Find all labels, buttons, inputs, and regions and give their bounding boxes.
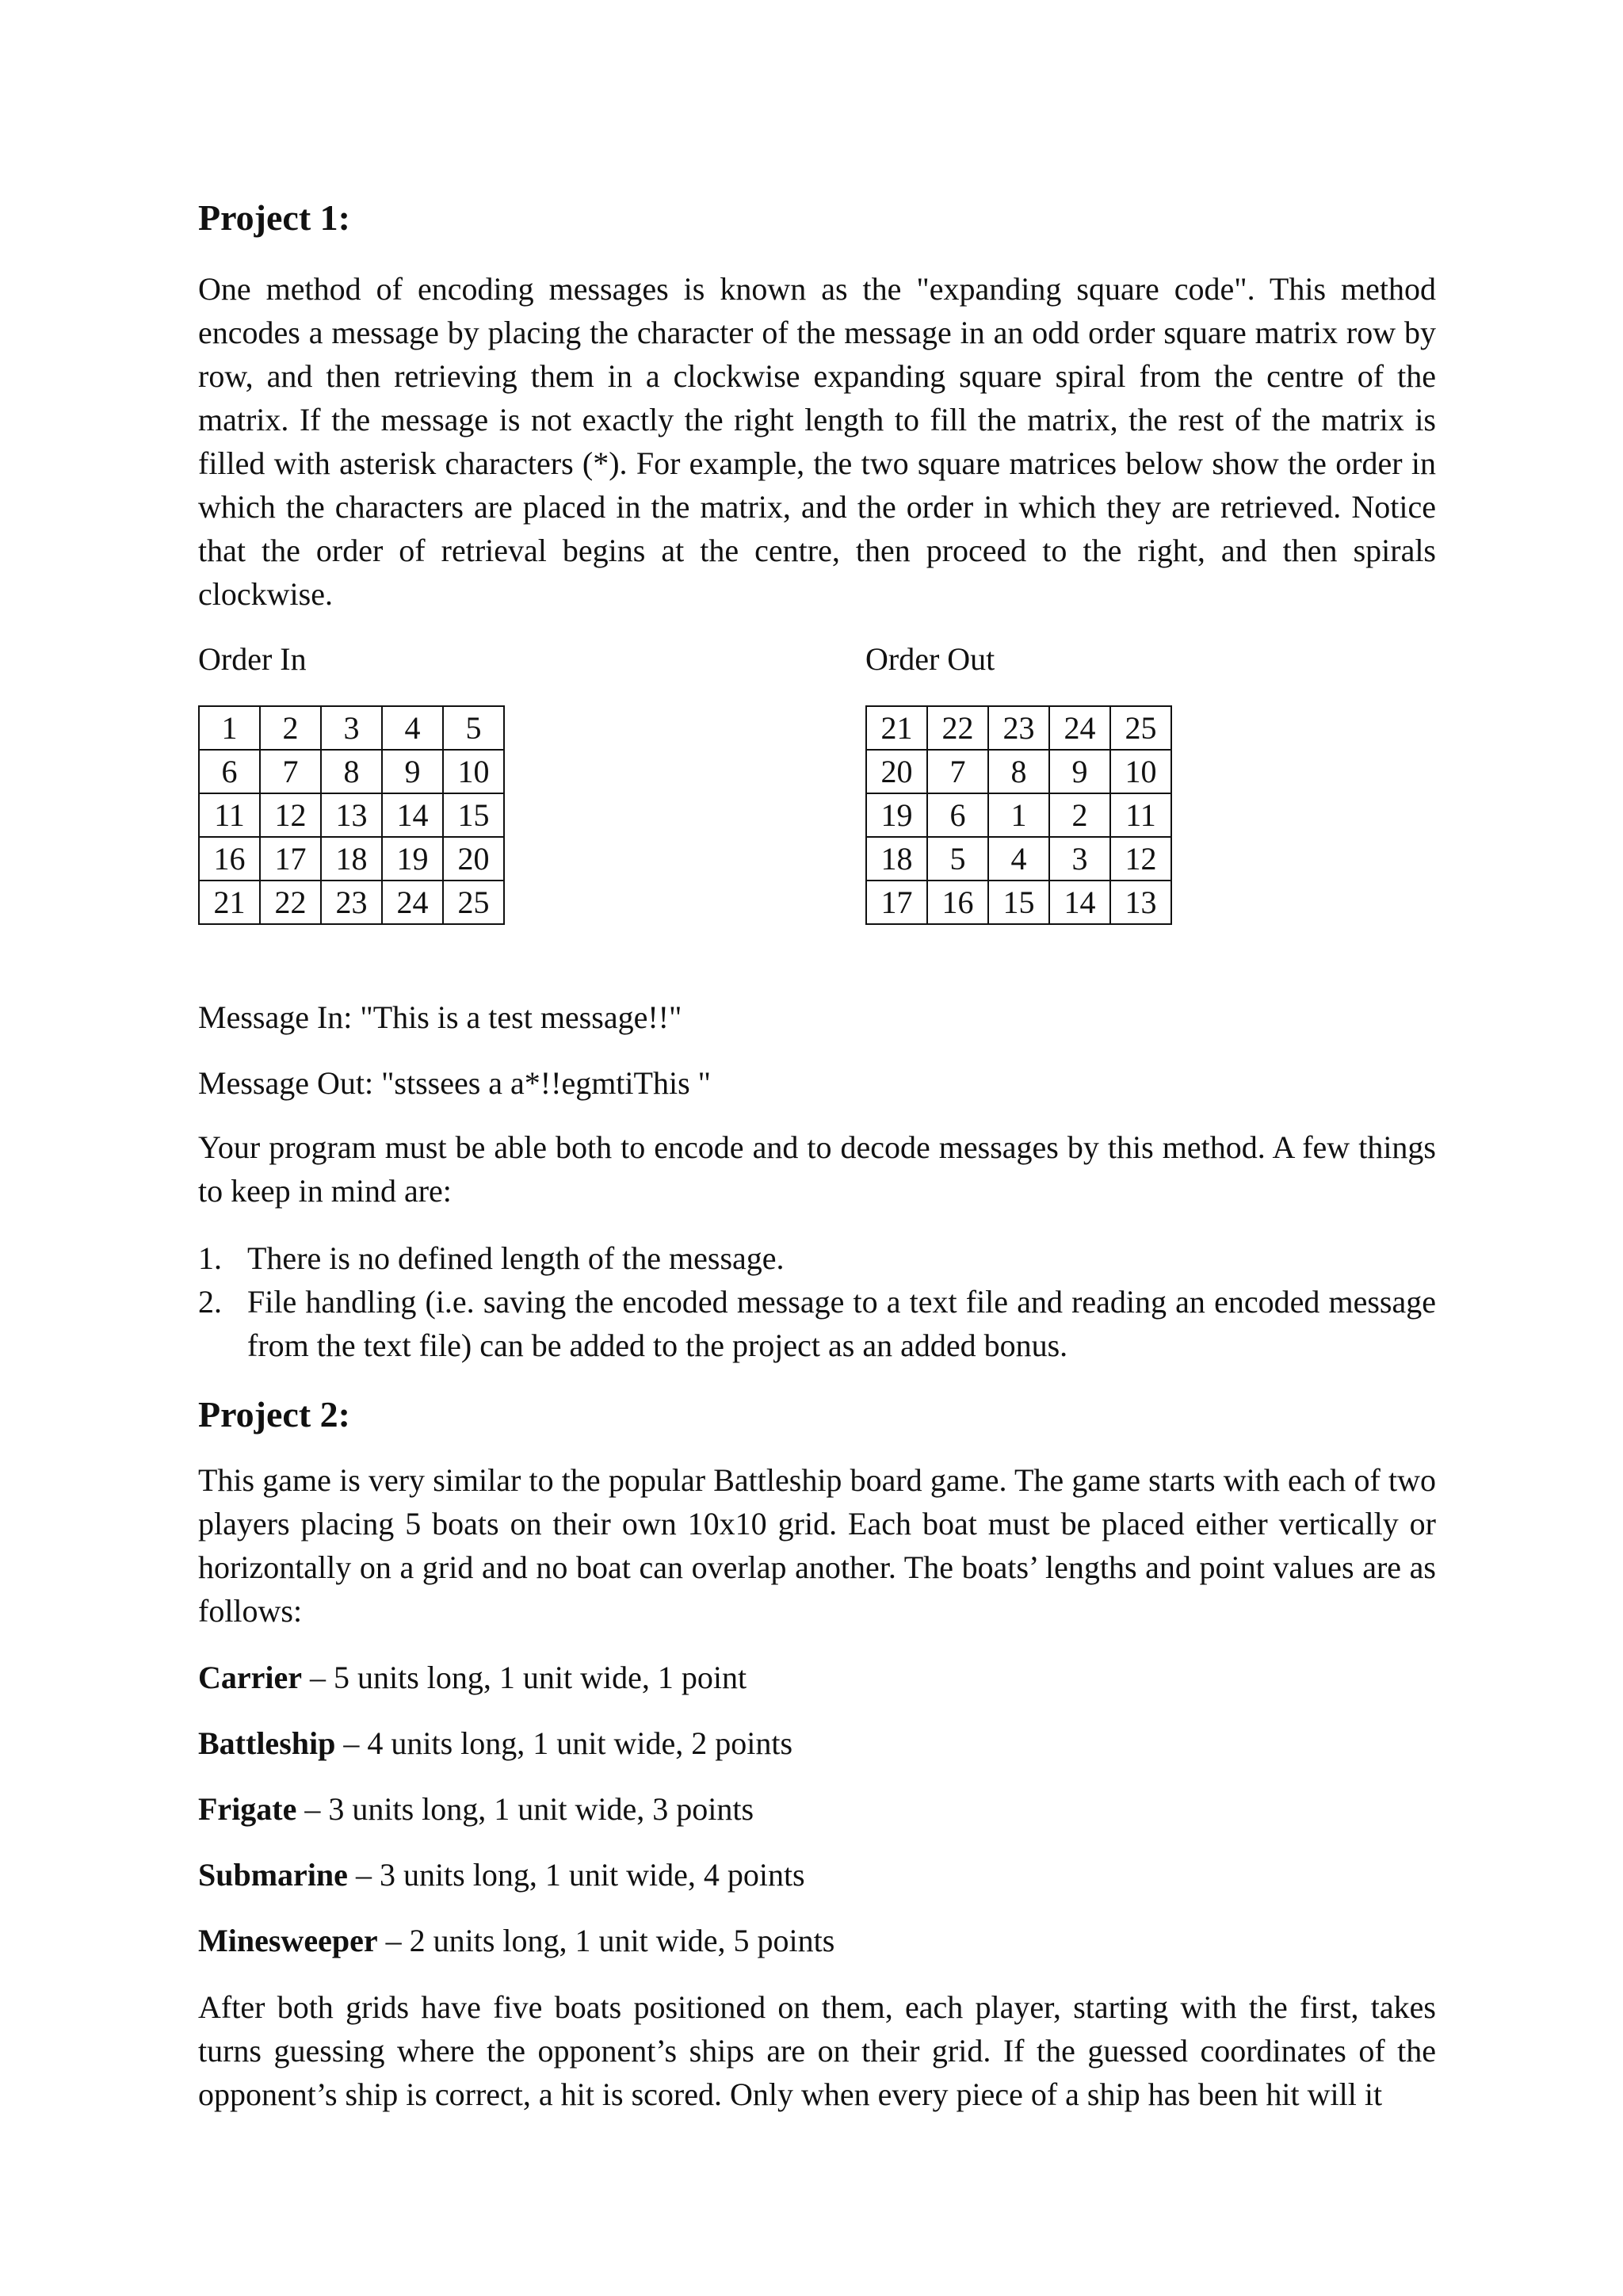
matrix-cell: 23 [321, 881, 382, 924]
boat-name: Carrier [198, 1660, 303, 1695]
matrix-cell: 10 [443, 750, 504, 793]
boat-desc: – 3 units long, 1 unit wide, 3 points [296, 1791, 754, 1827]
matrix-cell: 22 [260, 881, 321, 924]
boat-desc: – 4 units long, 1 unit wide, 2 points [335, 1725, 793, 1761]
message-out: Message Out: "stssees a a*!!egmtiThis " [198, 1065, 711, 1101]
matrix-cell: 9 [382, 750, 443, 793]
matrix-cell: 19 [382, 837, 443, 881]
matrix-cell: 20 [866, 750, 927, 793]
matrix-cell: 6 [927, 793, 988, 837]
matrix-cell: 11 [1110, 793, 1171, 837]
matrix-row [199, 793, 504, 837]
project1-requirement: Your program must be able both to encode and to decode messages by this method. A few things to keep in mind are: [198, 1129, 1436, 1209]
matrix-cell: 10 [1110, 750, 1171, 793]
matrix-row [199, 750, 504, 793]
note-text: File handling (i.e. saving the encoded message to a text file and reading an encoded message from the text file) can be added to the project as an added bonus. [247, 1284, 1436, 1363]
matrix-cell: 17 [260, 837, 321, 881]
boat-minesweeper [198, 1922, 834, 1959]
note-number: 1. [198, 1240, 222, 1276]
message-in: Message In: "This is a test message!!" [198, 999, 682, 1035]
matrix-cell: 12 [1110, 837, 1171, 881]
project2-heading: Project 2: [198, 1394, 350, 1435]
boat-name: Minesweeper [198, 1923, 378, 1958]
matrix-cell: 15 [443, 793, 504, 837]
matrix-cell: 13 [321, 793, 382, 837]
matrix-cell: 19 [866, 793, 927, 837]
matrix-row [866, 793, 1171, 837]
matrix-row [866, 837, 1171, 881]
matrix-cell: 23 [988, 706, 1049, 750]
matrix-cell: 2 [1049, 793, 1110, 837]
matrix-row [199, 706, 504, 750]
boat-battleship [198, 1725, 792, 1762]
matrix-cell: 3 [321, 706, 382, 750]
matrix-cell: 12 [260, 793, 321, 837]
project1-intro: One method of encoding messages is known as the "expanding square code". This method encodes a message by placing the character of the message in an odd order square matrix row by row, and then retrieving them in a clockwise expanding square spiral from the centre of the matrix. If the message is not exactly the right length to fill the matrix, the rest of the matrix is filled with asterisk characters (*). For example, the two square matrices below show the order in which the characters are placed in the matrix, and the order in which they are retrieved. Notice that the order of retrieval begins at the centre, then proceed to the right, and then spirals clockwise. [198, 271, 1436, 612]
matrix-cell: 5 [443, 706, 504, 750]
boat-desc: – 3 units long, 1 unit wide, 4 points [347, 1857, 805, 1893]
matrix-cell: 7 [260, 750, 321, 793]
matrix-row [199, 881, 504, 924]
order-in-matrix [198, 705, 505, 925]
matrix-cell: 13 [1110, 881, 1171, 924]
matrix-cell: 8 [321, 750, 382, 793]
boat-submarine [198, 1856, 805, 1893]
note-number: 2. [198, 1284, 222, 1320]
matrix-cell: 25 [1110, 706, 1171, 750]
matrix-cell: 14 [1049, 881, 1110, 924]
project2-gameplay: After both grids have five boats positioned on them, each player, starting with the first, takes turns guessing where the opponent’s ships are on their grid. If the guessed coordinates of the opponent’s ship is correct, a hit is scored. Only when every piece of a ship has been hit will it [198, 1989, 1436, 2112]
boat-desc: – 5 units long, 1 unit wide, 1 point [302, 1660, 747, 1695]
matrix-cell: 18 [866, 837, 927, 881]
matrix-cell: 15 [988, 881, 1049, 924]
matrix-row [866, 750, 1171, 793]
matrix-cell: 16 [927, 881, 988, 924]
order-out-matrix [865, 705, 1172, 925]
order-out-label: Order Out [865, 641, 995, 677]
matrix-cell: 25 [443, 881, 504, 924]
note-text: There is no defined length of the message. [247, 1240, 785, 1276]
matrix-cell: 8 [988, 750, 1049, 793]
matrix-cell: 1 [199, 706, 260, 750]
boat-desc: – 2 units long, 1 unit wide, 5 points [377, 1923, 835, 1958]
matrix-cell: 17 [866, 881, 927, 924]
matrix-cell: 1 [988, 793, 1049, 837]
matrix-cell: 22 [927, 706, 988, 750]
boat-name: Submarine [198, 1857, 348, 1893]
project1-heading: Project 1: [198, 197, 350, 238]
boat-frigate [198, 1790, 754, 1828]
matrix-cell: 18 [321, 837, 382, 881]
matrix-cell: 6 [199, 750, 260, 793]
matrix-cell: 21 [866, 706, 927, 750]
matrix-cell: 4 [382, 706, 443, 750]
order-in-label: Order In [198, 641, 307, 677]
boat-name: Frigate [198, 1791, 297, 1827]
notes-list [198, 1236, 1436, 1367]
matrix-cell: 5 [927, 837, 988, 881]
boat-carrier [198, 1659, 747, 1696]
note-item [198, 1236, 1436, 1280]
note-item [198, 1280, 1436, 1367]
matrix-cell: 24 [1049, 706, 1110, 750]
boat-name: Battleship [198, 1725, 336, 1761]
matrix-cell: 16 [199, 837, 260, 881]
project2-intro: This game is very similar to the popular Battleship board game. The game starts with each of two players placing 5 boats on their own 10x10 grid. Each boat must be placed either vertically or horizontally on a grid and no boat can overlap another. The boats’ lengths and point values are as follows: [198, 1462, 1436, 1629]
matrix-cell: 24 [382, 881, 443, 924]
matrix-row [199, 837, 504, 881]
matrix-row [866, 706, 1171, 750]
matrix-cell: 4 [988, 837, 1049, 881]
matrix-cell: 2 [260, 706, 321, 750]
matrix-cell: 7 [927, 750, 988, 793]
matrix-cell: 21 [199, 881, 260, 924]
matrix-cell: 3 [1049, 837, 1110, 881]
matrix-cell: 14 [382, 793, 443, 837]
matrix-cell: 11 [199, 793, 260, 837]
matrix-cell: 9 [1049, 750, 1110, 793]
matrix-cell: 20 [443, 837, 504, 881]
matrix-row [866, 881, 1171, 924]
